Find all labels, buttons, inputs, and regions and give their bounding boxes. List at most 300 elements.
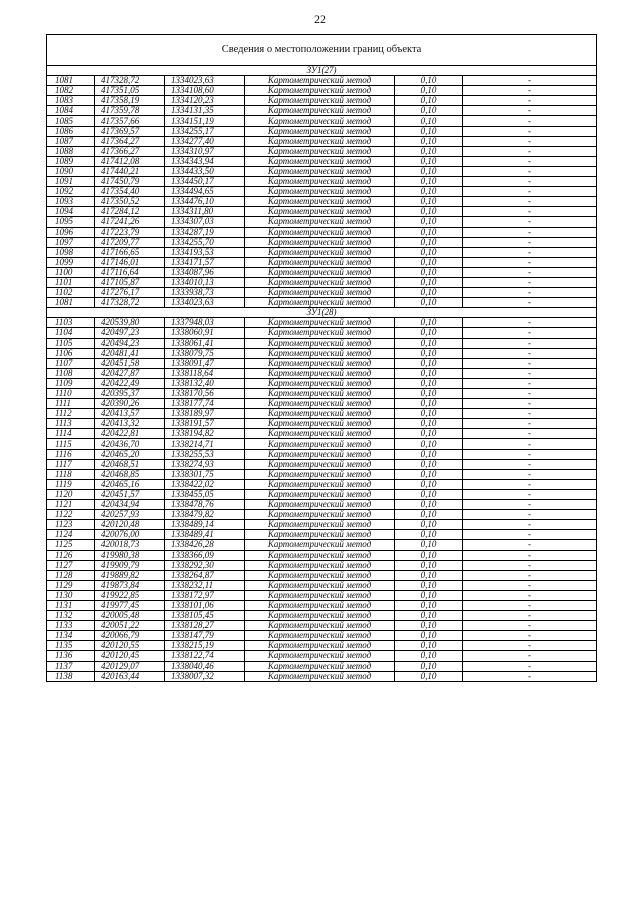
x-coordinate-cell: 420129,07 xyxy=(95,661,165,671)
x-coordinate-cell: 419909,79 xyxy=(95,560,165,570)
x-coordinate-cell: 417357,66 xyxy=(95,116,165,126)
x-coordinate-cell: 419922,85 xyxy=(95,590,165,600)
accuracy-cell: 0,10 xyxy=(395,389,463,399)
table-row xyxy=(47,378,597,388)
method-cell: Картометрический метод xyxy=(245,277,395,287)
method-cell: Картометрический метод xyxy=(245,136,395,146)
point-number-cell: 1110 xyxy=(47,389,95,399)
accuracy-cell: 0,10 xyxy=(395,328,463,338)
note-cell: - xyxy=(463,429,597,439)
y-coordinate-cell: 1334171,57 xyxy=(165,257,245,267)
note-cell: - xyxy=(463,641,597,651)
accuracy-cell: 0,10 xyxy=(395,338,463,348)
x-coordinate-cell: 417440,21 xyxy=(95,166,165,176)
accuracy-cell: 0,10 xyxy=(395,358,463,368)
table-row xyxy=(47,661,597,671)
y-coordinate-cell: 1338194,82 xyxy=(165,429,245,439)
point-number-cell: 1084 xyxy=(47,106,95,116)
method-cell: Картометрический метод xyxy=(245,409,395,419)
accuracy-cell: 0,10 xyxy=(395,298,463,308)
table-row xyxy=(47,277,597,287)
method-cell: Картометрический метод xyxy=(245,146,395,156)
point-number-cell: 1132 xyxy=(47,611,95,621)
point-number-cell: 1090 xyxy=(47,166,95,176)
x-coordinate-cell: 420390,26 xyxy=(95,399,165,409)
point-number-cell: 1109 xyxy=(47,378,95,388)
point-number-cell: 1102 xyxy=(47,288,95,298)
y-coordinate-cell: 1334311,80 xyxy=(165,207,245,217)
table-row xyxy=(47,187,597,197)
method-cell: Картометрический метод xyxy=(245,217,395,227)
table-row xyxy=(47,207,597,217)
note-cell: - xyxy=(463,378,597,388)
y-coordinate-cell: 1338091,47 xyxy=(165,358,245,368)
table-row xyxy=(47,510,597,520)
point-number-cell: 1116 xyxy=(47,449,95,459)
table-row xyxy=(47,106,597,116)
table-row xyxy=(47,550,597,560)
accuracy-cell: 0,10 xyxy=(395,580,463,590)
method-cell: Картометрический метод xyxy=(245,227,395,237)
accuracy-cell: 0,10 xyxy=(395,368,463,378)
x-coordinate-cell: 420427,87 xyxy=(95,368,165,378)
note-cell: - xyxy=(463,166,597,176)
note-cell: - xyxy=(463,500,597,510)
accuracy-cell: 0,10 xyxy=(395,621,463,631)
method-cell: Картометрический метод xyxy=(245,641,395,651)
method-cell: Картометрический метод xyxy=(245,671,395,681)
y-coordinate-cell: 1334277,40 xyxy=(165,136,245,146)
y-coordinate-cell: 1338255,53 xyxy=(165,449,245,459)
method-cell: Картометрический метод xyxy=(245,611,395,621)
point-number-cell: 1100 xyxy=(47,267,95,277)
point-number-cell: 1081 xyxy=(47,76,95,86)
method-cell: Картометрический метод xyxy=(245,479,395,489)
point-number-cell: 1106 xyxy=(47,348,95,358)
accuracy-cell: 0,10 xyxy=(395,641,463,651)
table-row xyxy=(47,611,597,621)
accuracy-cell: 0,10 xyxy=(395,530,463,540)
accuracy-cell: 0,10 xyxy=(395,399,463,409)
point-number-cell: 1119 xyxy=(47,479,95,489)
accuracy-cell: 0,10 xyxy=(395,500,463,510)
accuracy-cell: 0,10 xyxy=(395,126,463,136)
note-cell: - xyxy=(463,86,597,96)
y-coordinate-cell: 1338215,19 xyxy=(165,641,245,651)
note-cell: - xyxy=(463,510,597,520)
x-coordinate-cell: 417105,87 xyxy=(95,277,165,287)
accuracy-cell: 0,10 xyxy=(395,479,463,489)
y-coordinate-cell: 1338191,57 xyxy=(165,419,245,429)
table-row xyxy=(47,298,597,308)
table-row xyxy=(47,288,597,298)
y-coordinate-cell: 1338118,64 xyxy=(165,368,245,378)
y-coordinate-cell: 1338132,40 xyxy=(165,378,245,388)
table-row xyxy=(47,419,597,429)
y-coordinate-cell: 1338232,11 xyxy=(165,580,245,590)
method-cell: Картометрический метод xyxy=(245,207,395,217)
note-cell: - xyxy=(463,671,597,681)
x-coordinate-cell: 420120,45 xyxy=(95,651,165,661)
note-cell: - xyxy=(463,96,597,106)
table-row xyxy=(47,267,597,277)
point-number-cell: 1112 xyxy=(47,409,95,419)
accuracy-cell: 0,10 xyxy=(395,570,463,580)
note-cell: - xyxy=(463,257,597,267)
x-coordinate-cell: 417412,08 xyxy=(95,156,165,166)
accuracy-cell: 0,10 xyxy=(395,469,463,479)
point-number-cell: 1127 xyxy=(47,560,95,570)
note-cell: - xyxy=(463,399,597,409)
point-number-cell: 1089 xyxy=(47,156,95,166)
method-cell: Картометрический метод xyxy=(245,96,395,106)
accuracy-cell: 0,10 xyxy=(395,197,463,207)
x-coordinate-cell: 420066,79 xyxy=(95,631,165,641)
accuracy-cell: 0,10 xyxy=(395,550,463,560)
point-number-cell: 1128 xyxy=(47,570,95,580)
note-cell: - xyxy=(463,600,597,610)
method-cell: Картометрический метод xyxy=(245,500,395,510)
method-cell: Картометрический метод xyxy=(245,550,395,560)
y-coordinate-cell: 1338422,02 xyxy=(165,479,245,489)
point-number-cell: 1097 xyxy=(47,237,95,247)
y-coordinate-cell: 1334476,10 xyxy=(165,197,245,207)
y-coordinate-cell: 1334010,13 xyxy=(165,277,245,287)
note-cell: - xyxy=(463,207,597,217)
accuracy-cell: 0,10 xyxy=(395,661,463,671)
page-number: 22 xyxy=(314,12,326,26)
x-coordinate-cell: 420451,58 xyxy=(95,358,165,368)
method-cell: Картометрический метод xyxy=(245,540,395,550)
y-coordinate-cell: 1338060,91 xyxy=(165,328,245,338)
point-number-cell: 1135 xyxy=(47,641,95,651)
x-coordinate-cell: 420465,16 xyxy=(95,479,165,489)
method-cell: Картометрический метод xyxy=(245,267,395,277)
accuracy-cell: 0,10 xyxy=(395,247,463,257)
accuracy-cell: 0,10 xyxy=(395,489,463,499)
note-cell: - xyxy=(463,469,597,479)
note-cell: - xyxy=(463,197,597,207)
y-coordinate-cell: 1334433,50 xyxy=(165,166,245,176)
method-cell: Картометрический метод xyxy=(245,76,395,86)
table-row xyxy=(47,86,597,96)
note-cell: - xyxy=(463,217,597,227)
table-row xyxy=(47,348,597,358)
table-row xyxy=(47,237,597,247)
method-cell: Картометрический метод xyxy=(245,661,395,671)
y-coordinate-cell: 1334120,23 xyxy=(165,96,245,106)
table-row xyxy=(47,590,597,600)
method-cell: Картометрический метод xyxy=(245,298,395,308)
method-cell: Картометрический метод xyxy=(245,378,395,388)
method-cell: Картометрический метод xyxy=(245,368,395,378)
method-cell: Картометрический метод xyxy=(245,318,395,328)
point-number-cell: 1131 xyxy=(47,600,95,610)
accuracy-cell: 0,10 xyxy=(395,76,463,86)
method-cell: Картометрический метод xyxy=(245,449,395,459)
x-coordinate-cell: 420468,51 xyxy=(95,459,165,469)
accuracy-cell: 0,10 xyxy=(395,459,463,469)
accuracy-cell: 0,10 xyxy=(395,348,463,358)
method-cell: Картометрический метод xyxy=(245,328,395,338)
table-row xyxy=(47,177,597,187)
note-cell: - xyxy=(463,288,597,298)
method-cell: Картометрический метод xyxy=(245,429,395,439)
point-number-cell: 1121 xyxy=(47,500,95,510)
accuracy-cell: 0,10 xyxy=(395,540,463,550)
note-cell: - xyxy=(463,106,597,116)
method-cell: Картометрический метод xyxy=(245,489,395,499)
y-coordinate-cell: 1338274,93 xyxy=(165,459,245,469)
x-coordinate-cell: 417284,12 xyxy=(95,207,165,217)
x-coordinate-cell: 420018,73 xyxy=(95,540,165,550)
y-coordinate-cell: 1334343,94 xyxy=(165,156,245,166)
y-coordinate-cell: 1338105,45 xyxy=(165,611,245,621)
table-row xyxy=(47,469,597,479)
point-number-cell: 1104 xyxy=(47,328,95,338)
y-coordinate-cell: 1334494,65 xyxy=(165,187,245,197)
method-cell: Картометрический метод xyxy=(245,126,395,136)
x-coordinate-cell: 419889,82 xyxy=(95,570,165,580)
method-cell: Картометрический метод xyxy=(245,399,395,409)
y-coordinate-cell: 1338264,87 xyxy=(165,570,245,580)
x-coordinate-cell: 420257,93 xyxy=(95,510,165,520)
method-cell: Картометрический метод xyxy=(245,187,395,197)
method-cell: Картометрический метод xyxy=(245,197,395,207)
table-row xyxy=(47,358,597,368)
method-cell: Картометрический метод xyxy=(245,338,395,348)
method-cell: Картометрический метод xyxy=(245,570,395,580)
x-coordinate-cell: 420468,85 xyxy=(95,469,165,479)
y-coordinate-cell: 1334023,63 xyxy=(165,76,245,86)
x-coordinate-cell: 417351,05 xyxy=(95,86,165,96)
x-coordinate-cell: 417116,64 xyxy=(95,267,165,277)
point-number-cell: 1085 xyxy=(47,116,95,126)
x-coordinate-cell: 417366,27 xyxy=(95,146,165,156)
point-number-cell: 1094 xyxy=(47,207,95,217)
y-coordinate-cell: 1338301,75 xyxy=(165,469,245,479)
x-coordinate-cell: 417328,72 xyxy=(95,76,165,86)
method-cell: Картометрический метод xyxy=(245,560,395,570)
x-coordinate-cell: 419977,45 xyxy=(95,600,165,610)
parcel-name: ЗУ1(27) xyxy=(47,66,597,76)
x-coordinate-cell: 420120,48 xyxy=(95,520,165,530)
parcel-header-row xyxy=(47,66,597,76)
x-coordinate-cell: 420076,00 xyxy=(95,530,165,540)
x-coordinate-cell: 417166,65 xyxy=(95,247,165,257)
method-cell: Картометрический метод xyxy=(245,257,395,267)
point-number-cell: 1083 xyxy=(47,96,95,106)
method-cell: Картометрический метод xyxy=(245,590,395,600)
table-row xyxy=(47,530,597,540)
table-row xyxy=(47,76,597,86)
x-coordinate-cell: 417146,01 xyxy=(95,257,165,267)
method-cell: Картометрический метод xyxy=(245,600,395,610)
method-cell: Картометрический метод xyxy=(245,580,395,590)
point-number-cell: 1111 xyxy=(47,399,95,409)
method-cell: Картометрический метод xyxy=(245,389,395,399)
note-cell: - xyxy=(463,187,597,197)
note-cell: - xyxy=(463,560,597,570)
y-coordinate-cell: 1338128,27 xyxy=(165,621,245,631)
note-cell: - xyxy=(463,611,597,621)
point-number-cell: 1093 xyxy=(47,197,95,207)
note-cell: - xyxy=(463,419,597,429)
note-cell: - xyxy=(463,136,597,146)
point-number-cell: 1117 xyxy=(47,459,95,469)
point-number-cell: 1130 xyxy=(47,590,95,600)
note-cell: - xyxy=(463,116,597,126)
x-coordinate-cell: 420422,81 xyxy=(95,429,165,439)
accuracy-cell: 0,10 xyxy=(395,611,463,621)
note-cell: - xyxy=(463,479,597,489)
point-number-cell: 1138 xyxy=(47,671,95,681)
y-coordinate-cell: 1334023,63 xyxy=(165,298,245,308)
y-coordinate-cell: 1338479,82 xyxy=(165,510,245,520)
accuracy-cell: 0,10 xyxy=(395,510,463,520)
note-cell: - xyxy=(463,530,597,540)
x-coordinate-cell: 420451,57 xyxy=(95,489,165,499)
y-coordinate-cell: 1338366,09 xyxy=(165,550,245,560)
table-row xyxy=(47,166,597,176)
x-coordinate-cell: 417359,78 xyxy=(95,106,165,116)
x-coordinate-cell: 417354,40 xyxy=(95,187,165,197)
table-row xyxy=(47,479,597,489)
x-coordinate-cell: 417223,79 xyxy=(95,227,165,237)
y-coordinate-cell: 1338189,97 xyxy=(165,409,245,419)
accuracy-cell: 0,10 xyxy=(395,237,463,247)
accuracy-cell: 0,10 xyxy=(395,288,463,298)
method-cell: Картометрический метод xyxy=(245,459,395,469)
point-number-cell: 1098 xyxy=(47,247,95,257)
x-coordinate-cell: 420413,32 xyxy=(95,419,165,429)
note-cell: - xyxy=(463,520,597,530)
method-cell: Картометрический метод xyxy=(245,86,395,96)
point-number-cell: 1115 xyxy=(47,439,95,449)
y-coordinate-cell: 1334287,19 xyxy=(165,227,245,237)
table-row xyxy=(47,227,597,237)
accuracy-cell: 0,10 xyxy=(395,187,463,197)
point-number-cell: 1137 xyxy=(47,661,95,671)
note-cell: - xyxy=(463,590,597,600)
note-cell: - xyxy=(463,298,597,308)
y-coordinate-cell: 1338170,56 xyxy=(165,389,245,399)
y-coordinate-cell: 1338177,74 xyxy=(165,399,245,409)
table-row xyxy=(47,136,597,146)
accuracy-cell: 0,10 xyxy=(395,560,463,570)
x-coordinate-cell: 417450,79 xyxy=(95,177,165,187)
note-cell: - xyxy=(463,328,597,338)
accuracy-cell: 0,10 xyxy=(395,116,463,126)
note-cell: - xyxy=(463,550,597,560)
accuracy-cell: 0,10 xyxy=(395,318,463,328)
table-row xyxy=(47,197,597,207)
method-cell: Картометрический метод xyxy=(245,510,395,520)
method-cell: Картометрический метод xyxy=(245,621,395,631)
method-cell: Картометрический метод xyxy=(245,177,395,187)
x-coordinate-cell: 417350,52 xyxy=(95,197,165,207)
accuracy-cell: 0,10 xyxy=(395,600,463,610)
note-cell: - xyxy=(463,348,597,358)
method-cell: Картометрический метод xyxy=(245,530,395,540)
accuracy-cell: 0,10 xyxy=(395,156,463,166)
y-coordinate-cell: 1338079,75 xyxy=(165,348,245,358)
point-number-cell: 1099 xyxy=(47,257,95,267)
note-cell: - xyxy=(463,439,597,449)
point-number-cell: 1096 xyxy=(47,227,95,237)
accuracy-cell: 0,10 xyxy=(395,439,463,449)
y-coordinate-cell: 1333938,73 xyxy=(165,288,245,298)
x-coordinate-cell: 420120,55 xyxy=(95,641,165,651)
table-row xyxy=(47,520,597,530)
point-number-cell: 1107 xyxy=(47,358,95,368)
y-coordinate-cell: 1338489,41 xyxy=(165,530,245,540)
note-cell: - xyxy=(463,570,597,580)
y-coordinate-cell: 1338214,71 xyxy=(165,439,245,449)
accuracy-cell: 0,10 xyxy=(395,409,463,419)
y-coordinate-cell: 1334108,60 xyxy=(165,86,245,96)
accuracy-cell: 0,10 xyxy=(395,590,463,600)
table-row xyxy=(47,328,597,338)
y-coordinate-cell: 1334307,03 xyxy=(165,217,245,227)
table-row xyxy=(47,631,597,641)
point-number-cell: 1086 xyxy=(47,126,95,136)
point-number-cell: 1120 xyxy=(47,489,95,499)
table-row xyxy=(47,96,597,106)
table-row xyxy=(47,368,597,378)
note-cell: - xyxy=(463,621,597,631)
accuracy-cell: 0,10 xyxy=(395,177,463,187)
y-coordinate-cell: 1334087,96 xyxy=(165,267,245,277)
x-coordinate-cell: 420395,37 xyxy=(95,389,165,399)
note-cell: - xyxy=(463,227,597,237)
y-coordinate-cell: 1338122,74 xyxy=(165,651,245,661)
y-coordinate-cell: 1338061,41 xyxy=(165,338,245,348)
accuracy-cell: 0,10 xyxy=(395,671,463,681)
x-coordinate-cell: 420434,94 xyxy=(95,500,165,510)
table-row xyxy=(47,500,597,510)
point-number-cell: 1082 xyxy=(47,86,95,96)
x-coordinate-cell: 420422,49 xyxy=(95,378,165,388)
table-row xyxy=(47,318,597,328)
method-cell: Картометрический метод xyxy=(245,439,395,449)
table-row xyxy=(47,459,597,469)
table-row xyxy=(47,621,597,631)
point-number-cell: 1136 xyxy=(47,651,95,661)
point-number-cell: 1122 xyxy=(47,510,95,520)
x-coordinate-cell: 419980,38 xyxy=(95,550,165,560)
x-coordinate-cell: 420494,23 xyxy=(95,338,165,348)
y-coordinate-cell: 1338489,14 xyxy=(165,520,245,530)
x-coordinate-cell: 417364,27 xyxy=(95,136,165,146)
y-coordinate-cell: 1338172,97 xyxy=(165,590,245,600)
accuracy-cell: 0,10 xyxy=(395,631,463,641)
accuracy-cell: 0,10 xyxy=(395,429,463,439)
method-cell: Картометрический метод xyxy=(245,348,395,358)
point-number-cell: 1134 xyxy=(47,631,95,641)
table-row xyxy=(47,540,597,550)
note-cell: - xyxy=(463,409,597,419)
note-cell: - xyxy=(463,267,597,277)
accuracy-cell: 0,10 xyxy=(395,136,463,146)
note-cell: - xyxy=(463,540,597,550)
parcel-name: ЗУ1(28) xyxy=(47,308,597,318)
y-coordinate-cell: 1338292,30 xyxy=(165,560,245,570)
method-cell: Картометрический метод xyxy=(245,156,395,166)
table-title: Сведения о местоположении границ объекта xyxy=(47,35,597,66)
table-row xyxy=(47,600,597,610)
x-coordinate-cell: 420163,44 xyxy=(95,671,165,681)
